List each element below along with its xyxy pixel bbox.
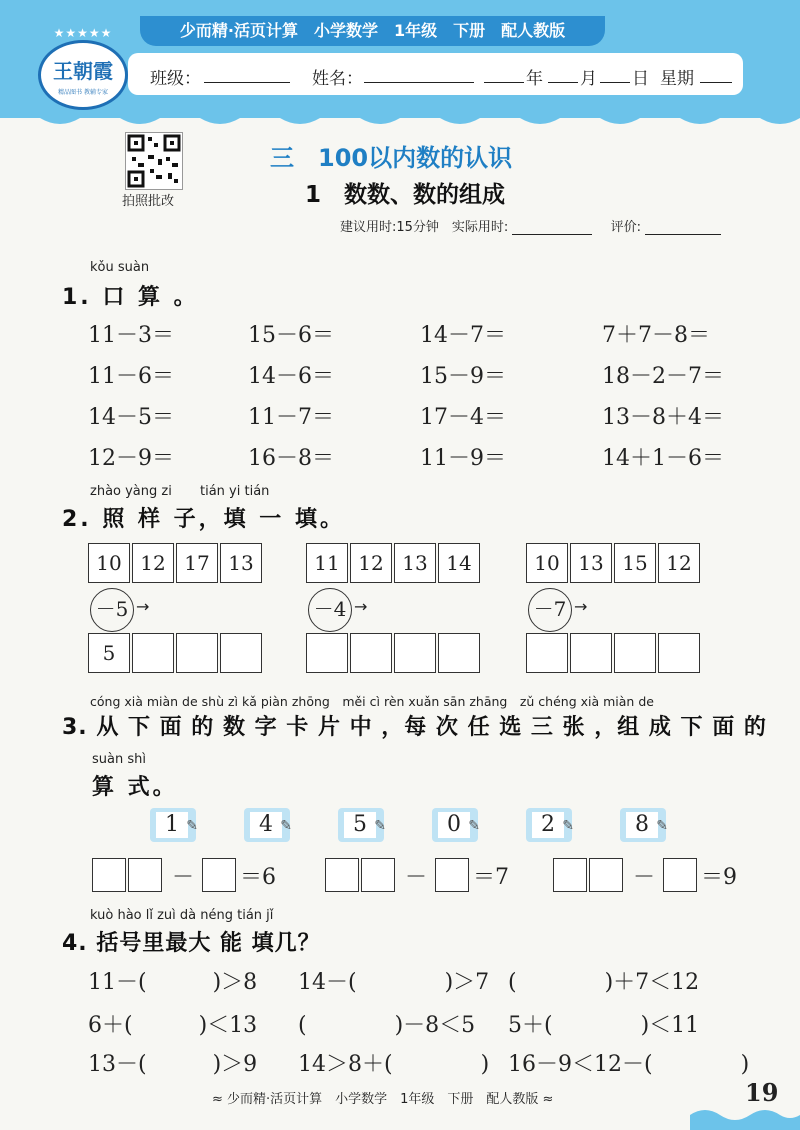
qr-label: 拍照批改	[122, 194, 175, 209]
q2-answer-cell[interactable]	[570, 633, 612, 673]
q3-digit-box[interactable]	[553, 858, 587, 892]
q2-answer-cell: 5	[88, 633, 130, 673]
q4-inequality[interactable]: 13－( )＞9	[88, 1052, 258, 1077]
q4-title: 4. 括号里最大 能 填几？	[62, 931, 321, 956]
qr-code-icon[interactable]	[125, 132, 183, 190]
paperclip-icon: ✎	[186, 818, 198, 834]
q2-answer-cell[interactable]	[614, 633, 656, 673]
q2-pinyin-a: zhào yàng zi	[90, 484, 172, 499]
week-label: 星期	[660, 69, 694, 89]
unit-title: 三 100以内数的认识	[270, 144, 513, 172]
eval-text: 评价:	[610, 220, 641, 235]
name-field[interactable]	[364, 66, 474, 83]
month-field[interactable]	[548, 66, 578, 83]
q4-inequality[interactable]: 14－( )＞7	[298, 970, 490, 995]
number-card	[526, 808, 572, 842]
q2-answer-cell[interactable]	[658, 633, 700, 673]
q3-digit-box[interactable]	[361, 858, 395, 892]
q2-answer-cell[interactable]	[526, 633, 568, 673]
q4-pinyin: kuò hào lǐ zuì dà néng tián jǐ	[90, 908, 274, 923]
time-text: 建议用时:15分钟 实际用时:	[340, 220, 509, 235]
page-number: 19	[745, 1078, 779, 1107]
day-label: 日	[632, 69, 649, 89]
q3-digit-box[interactable]	[128, 858, 162, 892]
number-card	[338, 808, 384, 842]
number-card	[620, 808, 666, 842]
time-row	[340, 216, 721, 235]
paperclip-icon: ✎	[374, 818, 386, 834]
card-digit: 5	[344, 812, 376, 838]
q3-digit-box[interactable]	[589, 858, 623, 892]
student-info-bar	[128, 53, 743, 95]
arrow-right-icon: →	[574, 597, 588, 616]
eval-field[interactable]	[645, 218, 721, 235]
q2-answer-cell[interactable]	[220, 633, 262, 673]
q1-expression: 12－9＝	[88, 446, 174, 471]
year-label: 年	[526, 69, 543, 89]
paperclip-icon: ✎	[562, 818, 574, 834]
q1-expression: 11－6＝	[88, 364, 174, 389]
q1-expression: 16－8＝	[248, 446, 334, 471]
q2-top-cell: 13	[220, 543, 262, 583]
q2-operation: －4	[308, 588, 352, 632]
q3-title-2: 算 式。	[92, 775, 178, 800]
day-field[interactable]	[600, 66, 630, 83]
minus-sign: －	[405, 865, 428, 890]
series-banner: 少而精·活页计算 小学数学 1年级 下册 配人教版	[140, 16, 605, 46]
q2-top-cell: 12	[658, 543, 700, 583]
q4-inequality[interactable]: 11－( )＞8	[88, 970, 258, 995]
number-card	[150, 808, 196, 842]
number-card	[244, 808, 290, 842]
arrow-right-icon: →	[354, 597, 368, 616]
q2-top-cell: 13	[570, 543, 612, 583]
q2-top-cell: 17	[176, 543, 218, 583]
q2-operation: －7	[528, 588, 572, 632]
card-digit: 1	[156, 812, 188, 838]
q2-top-cell: 12	[132, 543, 174, 583]
q2-top-cell: 13	[394, 543, 436, 583]
class-field[interactable]	[204, 66, 290, 83]
publisher-logo	[38, 40, 128, 110]
q2-top-cell: 12	[350, 543, 392, 583]
q4-inequality[interactable]: 5＋( )＜11	[508, 1013, 700, 1038]
card-digit: 2	[532, 812, 564, 838]
q2-title: 2. 照 样 子，填 一 填。	[62, 507, 345, 532]
q2-answer-cell[interactable]	[438, 633, 480, 673]
q1-expression: 15－9＝	[420, 364, 506, 389]
paperclip-icon: ✎	[468, 818, 480, 834]
q4-inequality[interactable]: 14＞8＋( )	[298, 1052, 490, 1077]
q2-answer-cell[interactable]	[394, 633, 436, 673]
arrow-right-icon: →	[136, 597, 150, 616]
q2-top-cell: 14	[438, 543, 480, 583]
name-label: 姓名：	[312, 69, 363, 89]
q1-expression: 14－7＝	[420, 323, 506, 348]
q1-expression: 15－6＝	[248, 323, 334, 348]
paperclip-icon: ✎	[656, 818, 668, 834]
q1-expression: 17－4＝	[420, 405, 506, 430]
q4-inequality[interactable]: ( )＋7＜12	[508, 970, 700, 995]
q1-expression: 14－6＝	[248, 364, 334, 389]
minus-sign: －	[633, 865, 656, 890]
q4-inequality[interactable]: 16－9＜12－( )	[508, 1052, 750, 1077]
q3-result: ＝9	[701, 865, 737, 890]
minus-sign: －	[172, 865, 195, 890]
q3-result: ＝7	[473, 865, 509, 890]
q4-inequality[interactable]: 6＋( )＜13	[88, 1013, 258, 1038]
card-digit: 4	[250, 812, 282, 838]
q3-result: ＝6	[240, 865, 276, 890]
q2-operation: －5	[90, 588, 134, 632]
q3-pinyin-2: suàn shì	[92, 752, 146, 767]
q3-digit-box[interactable]	[92, 858, 126, 892]
q4-inequality[interactable]: ( )－8＜5	[298, 1013, 476, 1038]
logo-text: 王朝霞	[53, 59, 113, 83]
q1-expression: 11－3＝	[88, 323, 174, 348]
q2-answer-cell[interactable]	[176, 633, 218, 673]
q3-digit-box[interactable]	[325, 858, 359, 892]
q1-pinyin: kǒu suàn	[90, 260, 150, 275]
q1-expression: 7＋7－8＝	[602, 323, 710, 348]
q3-digit-box[interactable]	[663, 858, 697, 892]
q3-title: 3. 从 下 面 的 数 字 卡 片 中 ，每 次 任 选 三 张 ，组 成 下 面 的	[62, 715, 767, 740]
q2-top-cell: 10	[88, 543, 130, 583]
q2-top-cell: 10	[526, 543, 568, 583]
q3-pinyin: cóng xià miàn de shù zì kǎ piàn zhōng měi cì rèn xuǎn sān zhāng zǔ chéng xià miàn de	[90, 694, 654, 709]
q2-top-cell: 15	[614, 543, 656, 583]
q1-expression: 18－2－7＝	[602, 364, 724, 389]
stars-icon: ★★★★★	[53, 26, 113, 40]
class-label: 班级：	[150, 69, 201, 89]
q2-top-cell: 11	[306, 543, 348, 583]
logo-subtitle: 精品图书 教辅专家	[58, 89, 108, 96]
q3-digit-box[interactable]	[202, 858, 236, 892]
actual-time-field[interactable]	[512, 218, 592, 235]
q2-pinyin-b: tián yi tián	[200, 484, 270, 499]
q3-digit-box[interactable]	[435, 858, 469, 892]
q1-expression: 13－8＋4＝	[602, 405, 724, 430]
card-digit: 8	[626, 812, 658, 838]
month-label: 月	[580, 69, 597, 89]
paperclip-icon: ✎	[280, 818, 292, 834]
footer-text: ≈ 少而精·活页计算 小学数学 1年级 下册 配人教版 ≈	[212, 1092, 554, 1107]
q2-answer-cell[interactable]	[306, 633, 348, 673]
q2-answer-cell[interactable]	[132, 633, 174, 673]
lesson-title: 1 数数、数的组成	[305, 182, 506, 208]
year-field[interactable]	[484, 66, 524, 83]
q1-title: 1. 口 算 。	[62, 285, 199, 310]
header-wave-edge	[0, 100, 800, 130]
q2-answer-cell[interactable]	[350, 633, 392, 673]
card-digit: 0	[438, 812, 470, 838]
q1-expression: 14－5＝	[88, 405, 174, 430]
q1-expression: 11－7＝	[248, 405, 334, 430]
number-card	[432, 808, 478, 842]
q1-expression: 11－9＝	[420, 446, 506, 471]
q1-expression: 14＋1－6＝	[602, 446, 724, 471]
week-field[interactable]	[700, 66, 732, 83]
